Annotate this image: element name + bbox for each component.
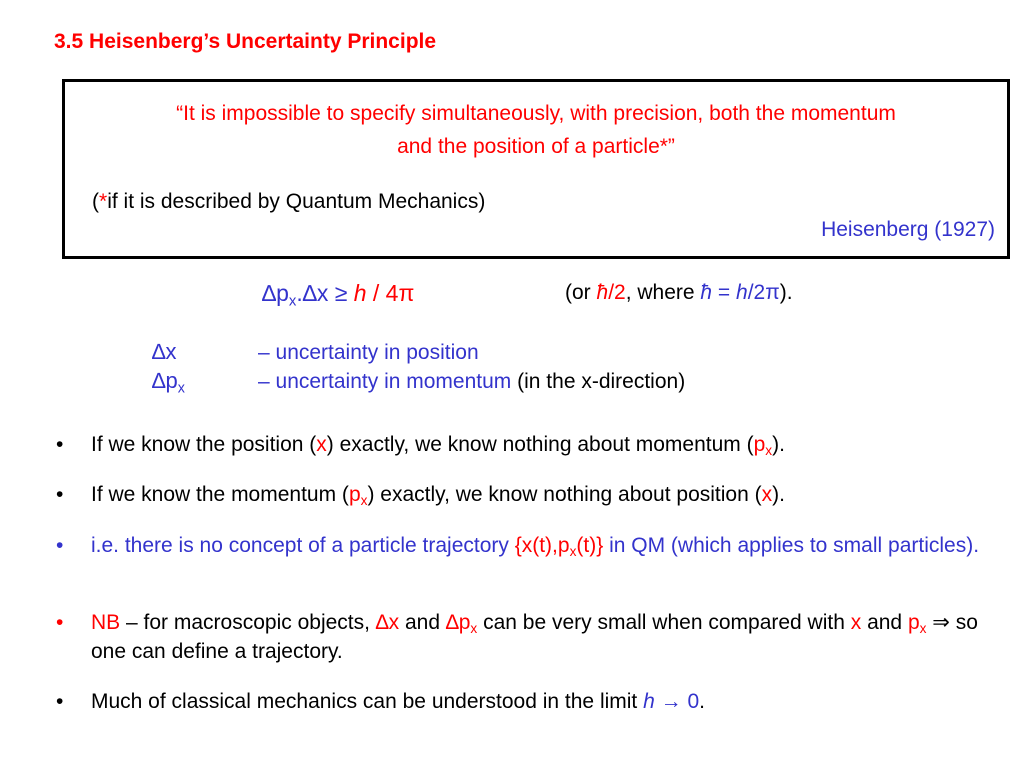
- bullet-text: and: [399, 611, 446, 634]
- quote-line-1: “It is impossible to specify simultaneously, with precision, both the momentum: [176, 102, 896, 125]
- bullet-trajectory: {x(t),p: [514, 534, 570, 557]
- quote-attribution: Heisenberg (1927): [821, 218, 995, 241]
- definition-symbol: ∆x: [152, 339, 177, 364]
- bullet-no-trajectory: [56, 531, 996, 560]
- bullet-text: ).: [772, 433, 785, 456]
- bullet-sub: x: [360, 493, 368, 509]
- bullet-text: i.e. there is no concept of a particle trajectory: [91, 534, 515, 557]
- footnote-asterisk: *: [99, 190, 108, 213]
- bullet-delta-p: ∆p: [445, 611, 471, 634]
- uncertainty-equation: [262, 280, 415, 310]
- bullet-text: in QM (which applies to small particles).: [603, 534, 980, 557]
- alt-hbar-2: ħ: [700, 281, 713, 304]
- bullet-text: ⇒ so one can define a trajectory.: [91, 611, 978, 663]
- definition-symbol-main: ∆p: [152, 368, 178, 393]
- definition-delta-px: [152, 368, 686, 397]
- bullet-x: x: [850, 611, 862, 634]
- bullet-sub: x: [470, 621, 478, 637]
- footnote-open-paren: (: [92, 190, 99, 213]
- alt-open: (or: [565, 281, 597, 304]
- bullet-delta-x: ∆x: [375, 611, 400, 634]
- bullet-mark: •: [56, 611, 64, 634]
- bullet-text: and: [861, 611, 908, 634]
- bullet-text: .: [699, 690, 705, 713]
- bullet-text: Much of classical mechanics can be understood in the limit: [91, 690, 644, 713]
- definition-delta-x: [152, 339, 479, 365]
- bullet-mark: •: [56, 534, 64, 557]
- definition-symbol-sub: x: [177, 380, 185, 397]
- alt-where: , where: [625, 281, 701, 304]
- definition-text: – uncertainty in momentum: [258, 370, 512, 393]
- bullet-nb: NB: [91, 611, 121, 634]
- alt-h: h: [736, 281, 748, 304]
- bullet-p: p: [348, 483, 361, 506]
- bullet-momentum-known: [56, 480, 996, 509]
- quote-line-2: and the position of a particle*”: [397, 135, 675, 158]
- eq-delta-2: ∆: [302, 280, 317, 306]
- footnote-text: if it is described by Quantum Mechanics): [107, 190, 486, 213]
- bullet-mark: •: [56, 690, 64, 713]
- bullet-nb-macroscopic: [56, 608, 996, 666]
- definition-text: – uncertainty in position: [258, 341, 479, 364]
- eq-h: h: [353, 280, 367, 306]
- alt-close: ).: [779, 281, 793, 304]
- bullet-p: p: [753, 433, 766, 456]
- bullet-mark: •: [56, 433, 64, 456]
- bullet-limit: → 0: [654, 690, 700, 713]
- bullet-sub: x: [919, 621, 927, 637]
- bullet-text: can be very small when compared with: [477, 611, 851, 634]
- eq-dot: .: [296, 280, 303, 306]
- eq-p: p: [276, 280, 289, 306]
- eq-delta-1: ∆: [262, 280, 277, 306]
- eq-rest: / 4π: [366, 280, 415, 306]
- alt-equals: =: [712, 281, 737, 304]
- bullet-text: If we know the position (: [91, 433, 317, 456]
- bullet-mark: •: [56, 483, 64, 506]
- bullet-sub: x: [569, 544, 577, 560]
- bullet-text: ) exactly, we know nothing about momentum (: [326, 433, 754, 456]
- alt-over-two: /2: [608, 281, 626, 304]
- eq-sub-x: x: [288, 292, 297, 310]
- bullet-trajectory-end: (t)}: [576, 534, 604, 557]
- bullet-sub: x: [765, 443, 773, 459]
- quote-footnote: [92, 190, 485, 214]
- eq-geq: ≥: [328, 280, 354, 306]
- eq-x: x: [316, 280, 329, 306]
- definition-symbol: [152, 368, 258, 397]
- bullet-p: p: [907, 611, 920, 634]
- bullet-h: h: [643, 690, 655, 713]
- bullet-position-known: [56, 430, 996, 459]
- bullet-text: ) exactly, we know nothing about position (: [367, 483, 762, 506]
- bullet-x: x: [316, 433, 327, 456]
- definition-extra: (in the x-direction): [511, 370, 686, 393]
- bullet-x: x: [761, 483, 773, 506]
- bullet-text: – for macroscopic objects,: [120, 611, 376, 634]
- quote-box: [62, 79, 1010, 259]
- bullet-text: ).: [772, 483, 785, 506]
- bullet-text: If we know the momentum (: [91, 483, 349, 506]
- slide-title: 3.5 Heisenberg’s Uncertainty Principle: [54, 30, 437, 53]
- bullet-classical-limit: [56, 687, 996, 716]
- alt-hbar: ħ: [596, 281, 609, 304]
- alt-two-pi: /2π: [747, 281, 780, 304]
- equation-alternative: [565, 281, 793, 305]
